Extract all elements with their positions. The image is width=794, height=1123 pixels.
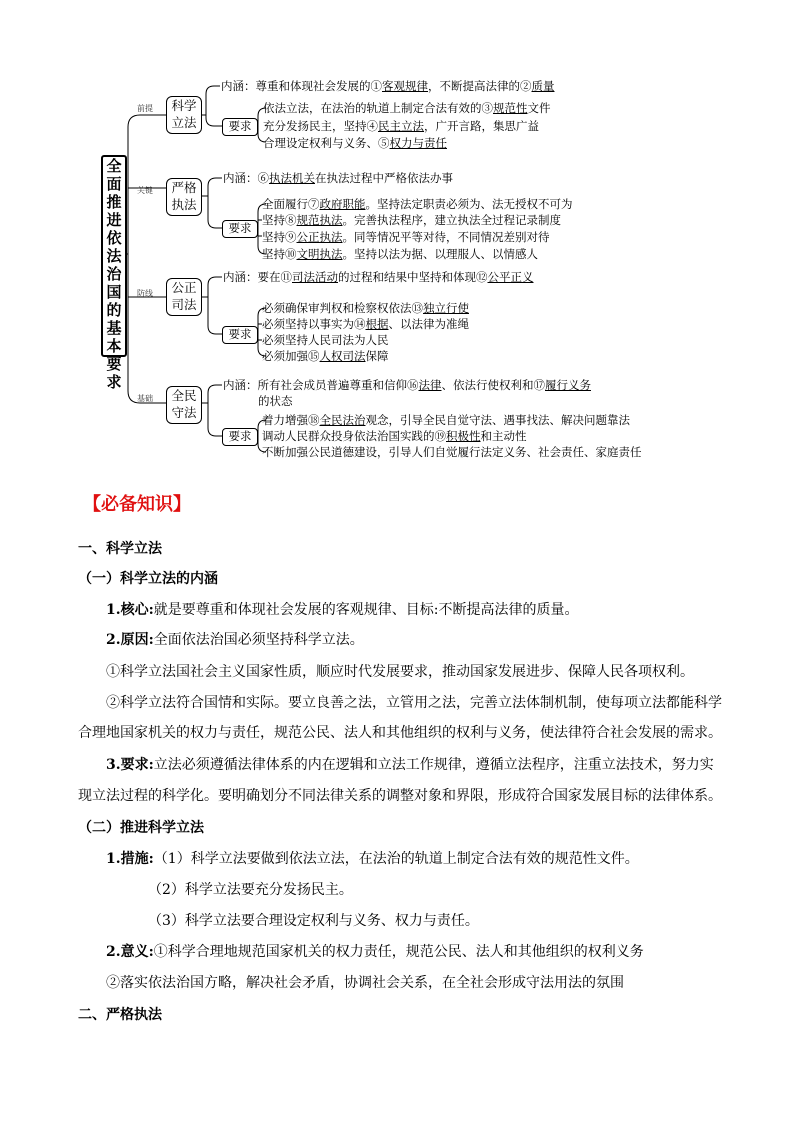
heading-yange-zhifa: 二、严格执法	[78, 1007, 162, 1023]
requirement-box: 要求	[222, 220, 258, 238]
section-header: 【必备知识】	[83, 494, 191, 515]
requirement-item: 合理设定权利与义务、⑤权力与责任	[263, 136, 447, 150]
paragraph-reason-1: ①科学立法国社会主义国家性质，顺应时代发展要求，推动国家发展进步、保障人民各项权利。	[106, 664, 694, 680]
title-char: 的	[106, 301, 122, 319]
requirement-item: 必须坚持以事实为⑭根据、以法律为准绳	[262, 317, 469, 331]
title-char: 国	[106, 283, 122, 301]
title-char: 推	[106, 193, 122, 211]
significance-2: ②落实依法治国方略，解决社会矛盾，协调社会关系，在全社会形成守法用法的氛围	[106, 975, 624, 991]
neihan-line: 内涵：⑥执法机关在执法过程中严格依法办事	[223, 171, 453, 185]
paragraph-core: 1.核心:就是要尊重和体现社会发展的客观规律、目标:不断提高法律的质量。	[106, 602, 579, 618]
branch-name-line: 司法	[171, 297, 197, 312]
requirement-item: 充分发扬民主，坚持④民主立法，广开言路，集思广益	[263, 119, 539, 133]
branch-box-yange-zhifa	[166, 178, 202, 216]
requirement-item: 坚持⑩文明执法。坚持以法为据、以理服人、以情感人	[262, 247, 538, 261]
paragraph-reason-2-line1: ②科学立法符合国情和实际。要立良善之法，立管用之法，完善立法体制机制，使每项立法都能科学	[106, 695, 722, 711]
title-char: 治	[106, 265, 122, 283]
title-char: 进	[106, 211, 122, 229]
significance-1: 2.意义:①科学合理地规范国家机关的权力责任，规范公民、法人和其他组织的权利义务	[106, 944, 644, 960]
paragraph-reason: 2.原因:全面依法治国必须坚持科学立法。	[106, 632, 364, 648]
title-char: 要	[106, 355, 122, 373]
branch-name-line: 立法	[171, 115, 197, 130]
requirement-item: 调动人民群众投身依法治国实践的⑲积极性和主动性	[262, 429, 527, 443]
branch-name-line: 执法	[171, 197, 197, 212]
category-label: 关键	[137, 186, 153, 195]
title-char: 全	[106, 157, 122, 175]
branch-name-line: 全民	[171, 388, 197, 403]
branch-box-kexue-lifa	[166, 96, 202, 134]
mindmap-title	[101, 155, 127, 391]
requirement-item: 坚持⑧规范执法。完善执法程序，建立执法全过程记录制度	[262, 213, 561, 227]
neihan-line: 内涵：要在⑪司法活动的过程和结果中坚持和体现⑫公平正义	[223, 270, 534, 284]
requirement-box: 要求	[222, 118, 258, 136]
measure-3: （3）科学立法要合理设定权利与义务、权力与责任。	[148, 913, 479, 929]
requirement-box: 要求	[222, 326, 258, 344]
requirement-item: 全面履行⑦政府职能。坚持法定职责必须为、法无授权不可为	[262, 197, 573, 211]
branch-name-line: 科学	[171, 98, 197, 113]
branch-name-line: 公正	[171, 280, 197, 295]
requirement-item: 坚持⑨公正执法。同等情况平等对待，不同情况差别对待	[262, 230, 550, 244]
requirement-box: 要求	[222, 428, 258, 446]
branch-name-line: 守法	[171, 405, 197, 420]
neihan-continuation: 的状态	[258, 394, 293, 408]
branch-box-gongzheng-sifa	[166, 278, 202, 316]
requirement-item: 必须加强⑮人权司法保障	[262, 349, 389, 363]
paragraph-requirement-line1: 3.要求:立法必须遵循法律体系的内在逻辑和立法工作规律，遵循立法程序，注重立法技术，努力实	[106, 757, 714, 773]
title-char: 本	[106, 337, 122, 355]
title-char: 面	[106, 175, 122, 193]
requirement-item: 着力增强⑱全民法治观念，引导全民自觉守法、遇事找法、解决问题靠法	[262, 413, 630, 427]
title-char: 基	[106, 319, 122, 337]
category-label: 防线	[137, 289, 153, 298]
branch-box-quanmin-shoufa	[166, 386, 202, 424]
category-label: 前提	[137, 104, 153, 113]
measure-2: （2）科学立法要充分发扬民主。	[148, 882, 353, 898]
title-char: 求	[106, 373, 122, 391]
category-label: 基础	[137, 394, 153, 403]
subheading-tuijin: （二）推进科学立法	[78, 820, 204, 836]
subheading-neihan: （一）科学立法的内涵	[78, 571, 218, 587]
neihan-line: 内涵：尊重和体现社会发展的①客观规律，不断提高法律的②质量	[221, 79, 555, 93]
title-char: 法	[106, 247, 122, 265]
requirement-item: 依法立法，在法治的轨道上制定合法有效的③规范性文件	[263, 101, 551, 115]
paragraph-reason-2-line2: 合理地国家机关的权力与责任，规范公民、法人和其他组织的权利与义务，使法律符合社会发展的需求。	[78, 725, 722, 741]
requirement-item: 必须坚持人民司法为人民	[262, 333, 389, 347]
neihan-line: 内涵：所有社会成员普遍尊重和信仰⑯法律、依法行使权利和⑰履行义务	[223, 378, 591, 392]
heading-kexue-lifa: 一、科学立法	[78, 541, 162, 557]
requirement-item: 必须确保审判权和检察权依法⑬独立行使	[262, 301, 469, 315]
branch-name-line: 严格	[171, 180, 197, 195]
measure-1: 1.措施:（1）科学立法要做到依法立法，在法治的轨道上制定合法有效的规范性文件。	[106, 851, 639, 867]
title-char: 依	[106, 229, 122, 247]
requirement-item: 不断加强公民道德建设，引导人们自觉履行法定义务、社会责任、家庭责任	[262, 445, 642, 459]
paragraph-requirement-line2: 现立法过程的科学化。要明确划分不同法律关系的调整对象和界限，形成符合国家发展目标的法律体系。	[78, 788, 722, 804]
